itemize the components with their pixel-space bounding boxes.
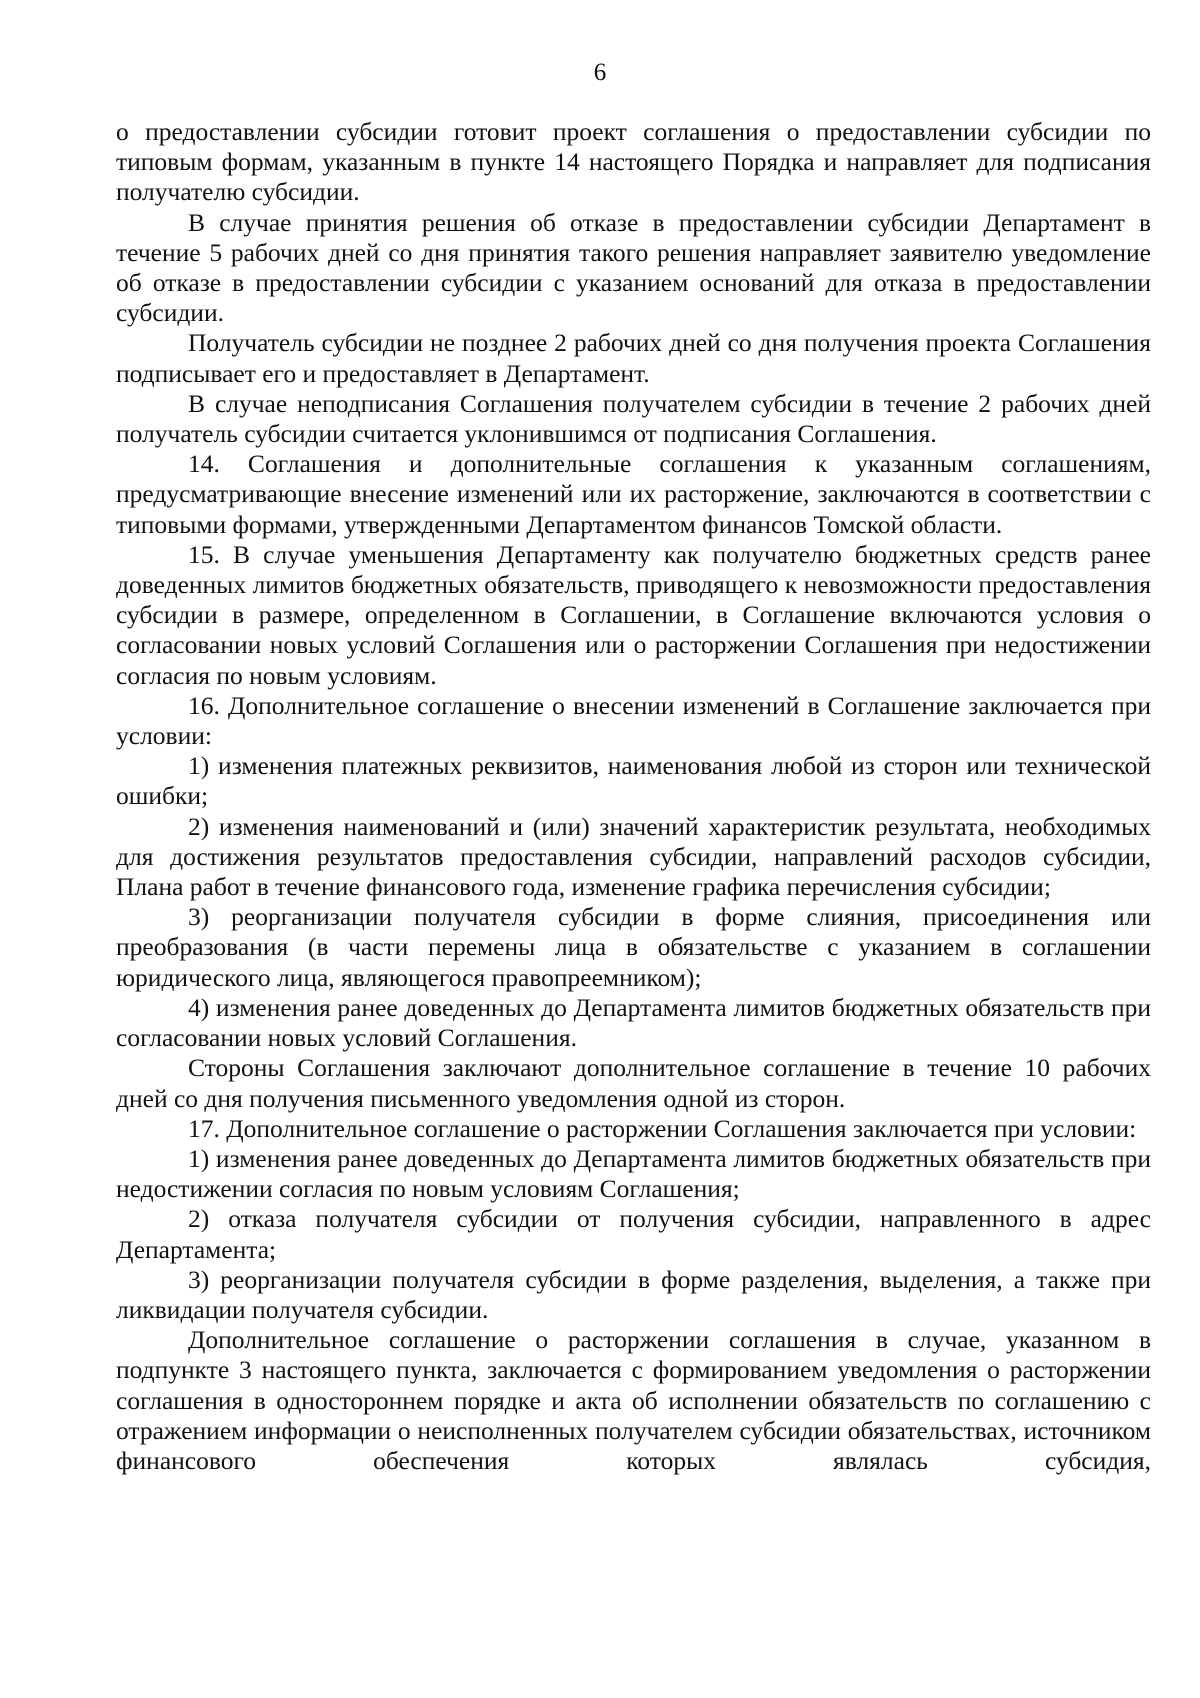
paragraph: Получатель субсидии не позднее 2 рабочих дней со дня получения проекта Соглашения подписывает его и предоставляет в Департамент. — [116, 328, 1151, 388]
paragraph: Дополнительное соглашение о расторжении соглашения в случае, указанном в подпункте 3 настоящего пункта, заключается с формированием уведомления о расторжении соглашения в одностороннем порядке и акта об исполнении обязательств по соглашению с отражением информации о неисполненных получателем субсидии обязательствах, источником финансового обеспечения которых являлась субсидия, — [116, 1325, 1151, 1475]
paragraph-item-17: 17. Дополнительное соглашение о расторжении Соглашения заключается при условии: — [188, 1113, 1137, 1143]
subitem: 2) отказа получателя субсидии от получения субсидии, направленного в адрес Департамента; — [116, 1204, 1151, 1264]
subitem: 3) реорганизации получателя субсидии в форме слияния, присоединения или преобразования (в части перемены лица в обязательстве с указанием в соглашении юридического лица, являющегося правопреемником); — [116, 902, 1151, 992]
subitem: 1) изменения ранее доведенных до Департамента лимитов бюджетных обязательств при недостижении согласия по новым условиям Соглашения; — [116, 1143, 1151, 1204]
paragraph: В случае принятия решения об отказе в предоставлении субсидии Департамент в течение 5 рабочих дней со дня принятия такого решения направляет заявителю уведомление об отказе в предоставлении субсидии с указанием оснований для отказа в предоставлении субсидии. — [116, 207, 1151, 328]
subitem: 1) изменения платежных реквизитов, наименования любой из сторон или технической ошибки; — [116, 751, 1151, 811]
paragraph-item-15: 15. В случае уменьшения Департаменту как получателю бюджетных средств ранее доведенных лимитов бюджетных обязательств, приводящего к невозможности предоставления субсидии в размере, определенном в Соглашении, в Соглашение включаются условия о согласовании новых условий Соглашения или о расторжении Соглашения при недостижении согласия по новым условиям. — [116, 539, 1151, 690]
paragraph: Стороны Соглашения заключают дополнительное соглашение в течение 10 рабочих дней со дня получения письменного уведомления одной из сторон. — [116, 1053, 1151, 1113]
subitem: 2) изменения наименований и (или) значений характеристик результата, необходимых для достижения результатов предоставления субсидии, направлений расходов субсидии, Плана работ в течение финансового года, изменение графика перечисления субсидии; — [116, 811, 1151, 902]
page-number: 6 — [593, 59, 607, 86]
paragraph: В случае неподписания Соглашения получателем субсидии в течение 2 рабочих дней получатель субсидии считается уклонившимся от подписания Соглашения. — [116, 388, 1151, 449]
paragraph-item-14: 14. Соглашения и дополнительные соглашения к указанным соглашениям, предусматривающие внесение изменений или их расторжение, заключаются в соответствии с типовыми формами, утвержденными Департаментом финансов Томской области. — [116, 449, 1151, 539]
document-body — [116, 117, 1151, 1476]
paragraph: о предоставлении субсидии готовит проект соглашения о предоставлении субсидии по типовым формам, указанным в пункте 14 настоящего Порядка и направляет для подписания получателю субсидии. — [116, 117, 1151, 207]
subitem: 4) изменения ранее доведенных до Департамента лимитов бюджетных обязательств при согласовании новых условий Соглашения. — [116, 992, 1151, 1053]
subitem: 3) реорганизации получателя субсидии в форме разделения, выделения, а также при ликвидации получателя субсидии. — [116, 1264, 1151, 1324]
paragraph-item-16: 16. Дополнительное соглашение о внесении изменений в Соглашение заключается при условии: — [116, 690, 1151, 751]
